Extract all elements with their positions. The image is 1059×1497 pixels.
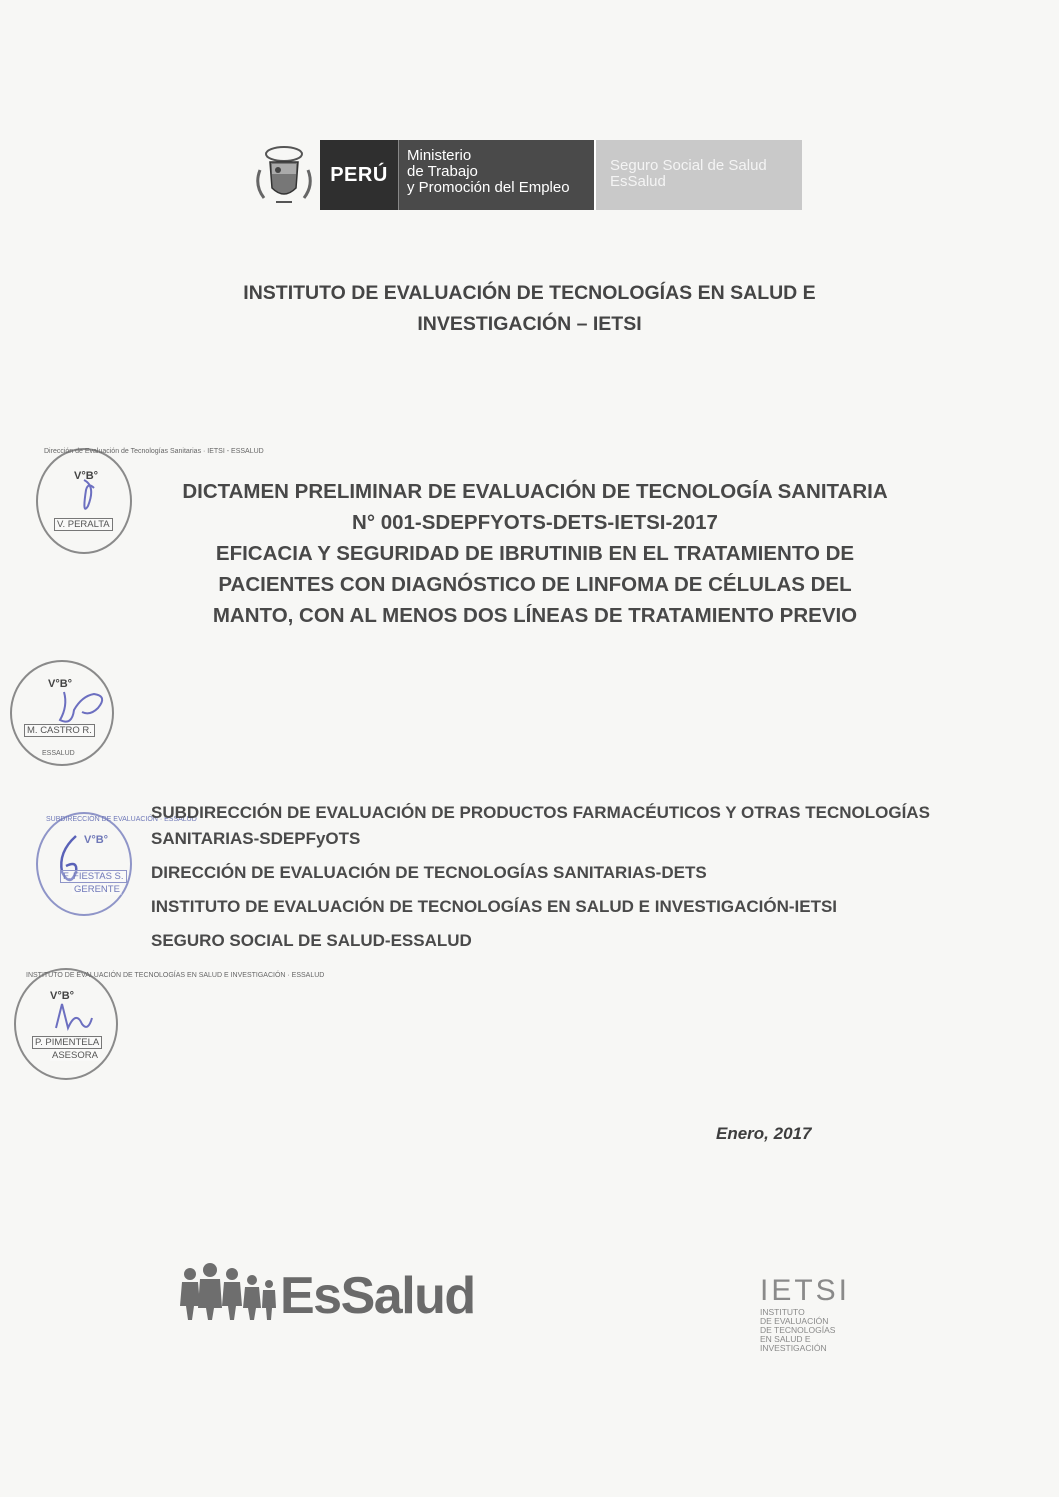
institute-title-line: INSTITUTO DE EVALUACIÓN DE TECNOLOGÍAS EN SALUD E: [243, 282, 816, 304]
essalud-header-label: [594, 140, 802, 210]
ietsi-subtitle-line: INSTITUTO: [760, 1307, 805, 1317]
ietsi-subtitle-line: DE TECNOLOGÍAS: [760, 1325, 836, 1335]
stamp-ring-text: INSTITUTO DE EVALUACIÓN DE TECNOLOGÍAS EN SALUD E INVESTIGACIÓN · ESSALUD: [26, 972, 325, 979]
dictamen-title: [150, 476, 920, 631]
signature-icon: [66, 476, 106, 520]
dictamen-number: N° 001-SDEPFYOTS-DETS-IETSI-2017: [352, 511, 718, 534]
stamp-vb: V°B°: [50, 990, 75, 1002]
subdirection-item: SUBDIRECCIÓN DE EVALUACIÓN DE PRODUCTOS FARMACÉUTICOS Y OTRAS TECNOLOGÍAS SANITARIAS-SDEPFyOTS: [151, 803, 930, 848]
peru-coat-of-arms-icon: [252, 140, 316, 210]
stamp-name: P. PIMENTELA: [32, 1036, 102, 1049]
dictamen-line: MANTO, CON AL MENOS DOS LÍNEAS DE TRATAMIENTO PREVIO: [212, 604, 858, 627]
ministerio-line: Ministerio: [407, 147, 472, 164]
ietsi-subtitle: [760, 1308, 850, 1353]
ministerio-line: de Trabajo: [407, 163, 478, 180]
stamp-vb: V°B°: [74, 470, 99, 482]
subdirection-item: DIRECCIÓN DE EVALUACIÓN DE TECNOLOGÍAS SANITARIAS-DETS: [151, 863, 707, 882]
stamp-vb: V°B°: [84, 834, 109, 846]
stamp-name: F. FIESTAS S.: [60, 870, 127, 883]
subdirection-item: SEGURO SOCIAL DE SALUD-ESSALUD: [151, 931, 472, 950]
stamp-ring-text: Dirección de Evaluación de Tecnologías Sanitarias · IETSI - ESSALUD: [44, 448, 264, 455]
institute-title: [0, 278, 1059, 340]
approval-stamp: [36, 448, 264, 554]
essalud-header-line: EsSalud: [610, 173, 666, 190]
ministerio-label: [398, 140, 594, 210]
government-header-banner: [252, 140, 802, 210]
signature-icon: [52, 832, 92, 892]
approval-stamp: [14, 968, 325, 1080]
document-date: Enero, 2017: [716, 1124, 812, 1143]
dictamen-line: PACIENTES CON DIAGNÓSTICO DE LINFOMA DE CÉLULAS DEL: [218, 573, 852, 596]
ietsi-subtitle-line: INVESTIGACIÓN: [760, 1343, 827, 1353]
stamp-ring-text: ESSALUD: [42, 750, 75, 757]
ietsi-wordmark: IETSI: [760, 1274, 851, 1307]
essalud-header-line: Seguro Social de Salud: [610, 157, 767, 174]
stamp-role: GERENTE: [74, 884, 120, 895]
stamp-name: V. PERALTA: [54, 518, 113, 531]
stamp-role: ASESORA: [52, 1050, 98, 1061]
approval-stamp: [36, 812, 197, 916]
institute-title-line: INVESTIGACIÓN – IETSI: [417, 313, 642, 335]
dictamen-line: DICTAMEN PRELIMINAR DE EVALUACIÓN DE TECNOLOGÍA SANITARIA: [182, 480, 888, 503]
ietsi-logo: [760, 1276, 850, 1353]
subdirection-item: INSTITUTO DE EVALUACIÓN DE TECNOLOGÍAS EN SALUD E INVESTIGACIÓN-IETSI: [151, 897, 838, 916]
stamp-ring-text: SUBDIRECCIÓN DE EVALUACIÓN · ESSALUD: [46, 816, 197, 823]
essalud-logo: [178, 1262, 475, 1325]
ietsi-subtitle-line: DE EVALUACIÓN: [760, 1316, 829, 1326]
stamp-vb: V°B°: [48, 678, 73, 690]
family-figures-icon: [178, 1262, 278, 1322]
ministerio-line: y Promoción del Empleo: [407, 179, 570, 196]
approval-stamp: [10, 660, 114, 766]
stamp-name: M. CASTRO R.: [24, 724, 95, 737]
dictamen-line: EFICACIA Y SEGURIDAD DE IBRUTINIB EN EL TRATAMIENTO DE: [215, 542, 855, 565]
subdirections-list: [151, 800, 931, 962]
essalud-wordmark: EsSalud: [280, 1267, 475, 1325]
peru-label: PERÚ: [320, 140, 398, 210]
ietsi-subtitle-line: EN SALUD E: [760, 1334, 811, 1344]
signature-icon: [48, 998, 98, 1038]
